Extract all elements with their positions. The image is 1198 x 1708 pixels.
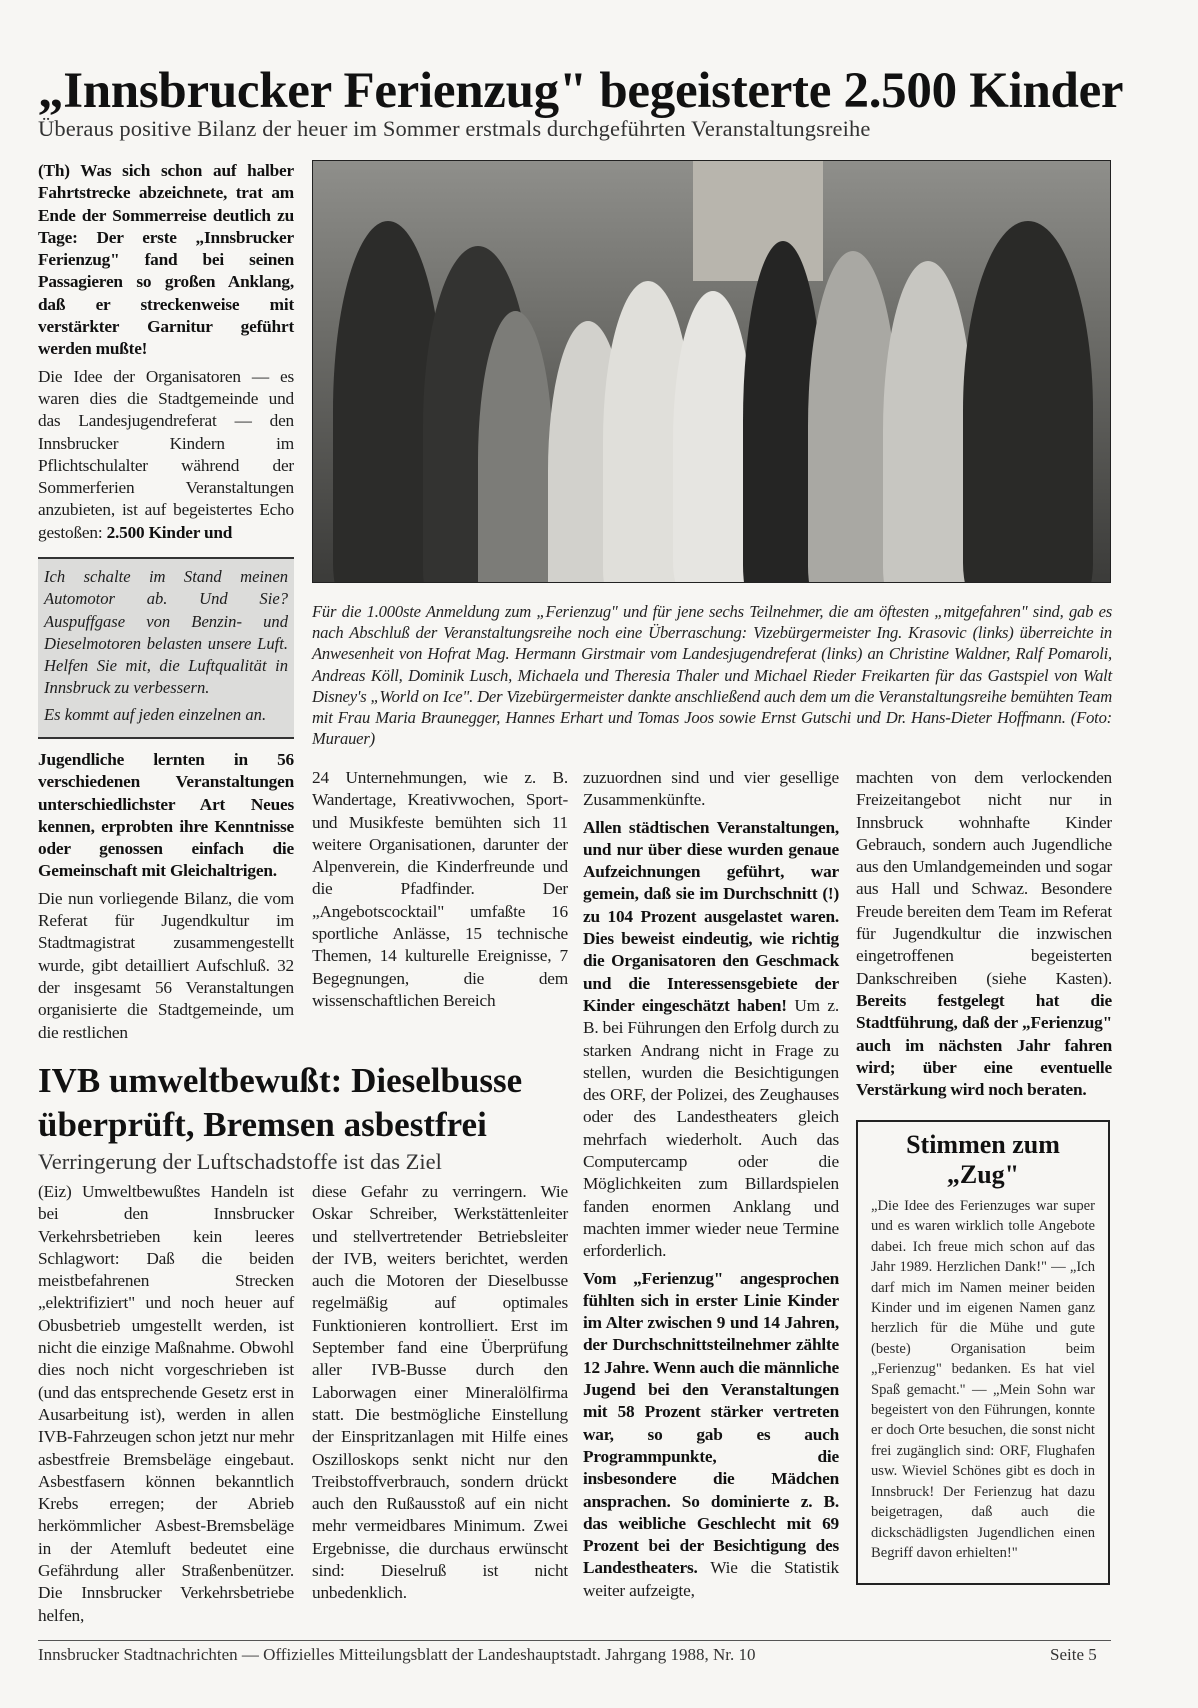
paragraph bbox=[38, 888, 294, 1044]
body-text: zuzuordnen sind und vier gesellige Zusammenkünfte. bbox=[583, 768, 839, 810]
body-text: 24 Unternehmungen, wie z. B. Wandertage, Kreativwochen, Sport- und Musikfeste bemühten sich 11 weitere Organisationen, darunter der Alpenverein, die Kinderfreunde und die Pfadfinder. Der „Angebotscocktail" umfaßte 16 sportliche Anlässe, 15 technische Themen, 14 kulturelle Ereignisse, 7 Begegnungen, die dem wissenschaftlichen Bereich bbox=[312, 768, 568, 1010]
article2-headline: IVB umweltbewußt: Dieselbusse überprüft, Bremsen asbestfrei bbox=[38, 1061, 523, 1144]
body-text: Die nun vorliegende Bilanz, die vom Referat für Jugendkultur im Stadtmagistrat zusammengestellt wurde, gibt detailliert Aufschluß. 32 der insgesamt 56 Veranstaltungen organisierte die Stadtgemeinde, um die restlichen bbox=[38, 888, 294, 1042]
paragraph bbox=[583, 817, 839, 1263]
air-quality-notice-box bbox=[38, 557, 294, 739]
photo-person bbox=[963, 221, 1093, 583]
bold-text: Vom „Ferienzug" angesprochen fühlten sich in erster Linie Kinder im Alter zwischen 9 und 14 Jahren, der Durchschnittsteilnehmer zählte 12 Jahre. Wenn auch die männliche Jugend bei den Veranstaltungen mit 58 Prozent stärker vertreten war, so gab es auch Programmpunkte, die insbesondere die Mädchen ansprachen. So dominierte z. B. das weibliche Geschlecht mit 69 Prozent bei der Besichtigung des Landestheaters. bbox=[583, 1268, 839, 1578]
paragraph bbox=[38, 366, 294, 544]
bold-text: Allen städtischen Veranstaltungen, und nur über diese wurden genaue Aufzeichnungen geführt, war gemein, daß sie im Durchschnitt (!) zu 104 Prozent ausgelastet waren. Dies beweist eindeutig, wie richtig die Organisatoren den Geschmack und die Interessensgebiete der Kinder eingeschätzt haben! bbox=[583, 817, 839, 1015]
article1-col4 bbox=[856, 767, 1112, 1106]
body-text: Die Idee der Organisatoren — es waren dies die Stadtgemeinde und das Landesjugendreferat — den Innsbrucker Kindern im Pflichtschulalter während der Sommerferien Veranstaltungen anzubieten, ist auf begeistertes Echo gestoßen: bbox=[38, 366, 294, 542]
paragraph bbox=[312, 1181, 568, 1605]
reader-voices-text: „Die Idee des Ferienzuges war super und es waren wirklich tolle Angebote dabei. Ich freue mich schon auf das Jahr 1989. Herzlichen Dank!" — „Ich darf mich im Namen meiner beiden Kinder und im eigenen Namen ganz herzlich für die Mühe und gute (beste) Organisation beim „Ferienzug" bedanken. Es hat viel Spaß gemacht." — „Mein Sohn war begeistert von den Führungen, konnte er doch Orte besuchen, die sonst nicht frei zugänglich sind: ORF, Flughafen usw. Wieviel Schönes gibt es doch in Innsbruck! Der Ferienzug hat dazu beigetragen, daß auch die dickschädligsten Jugendlichen einen Begriff davon erhielten!" bbox=[871, 1198, 1095, 1561]
bold-text: Jugendliche lernten in 56 verschiedenen Veranstaltungen unterschiedlichster Art Neues kennen, erprobten ihre Kenntnisse oder genossen einfach die Gemeinschaft mit Gleichaltrigen. bbox=[38, 750, 294, 881]
paragraph bbox=[312, 767, 568, 1012]
body-text: diese Gefahr zu verringern. Wie Oskar Schreiber, Werkstättenleiter und stellvertretender Betriebsleiter der IVB, weiters berichtet, werden auch die Motoren der Dieselbusse regelmäßig auf optimales Funktionieren kontrolliert. Erst im September fand eine Überprüfung aller IVB-Busse durch den Laborwagen einer Mineralölfirma statt. Die bestmögliche Einstellung der Einspritzanlagen mit Hilfe eines Oszilloskops senkt nicht nur den Treibstoffverbrauch, sondern drückt auch den Rußausstoß auf ein nicht mehr vermeidbares Minimum. Zwei Ergebnisse, die durchaus erwünscht sind: Dieselruß ist nicht unbedenklich. bbox=[312, 1182, 568, 1603]
notice-slogan: Es kommt auf jeden einzelnen an. bbox=[44, 704, 267, 724]
headline: „Innsbrucker Ferienzug" begeisterte 2.500 Kinder bbox=[38, 63, 1124, 119]
paragraph bbox=[38, 160, 294, 361]
bold-text: (Th) Was sich schon auf halber Fahrtstrecke abzeichnete, trat am Ende der Sommerreise deutlich zu Tage: Der erste „Innsbrucker Ferienzug" fand bei seinen Passagieren so großen Anklang, daß er streckenweise mit verstärkter Garnitur geführt werden mußte! bbox=[38, 161, 294, 359]
photo-caption: Für die 1.000ste Anmeldung zum „Ferienzug" und für jene sechs Teilnehmer, die am öftesten „mitgefahren" sind, gab es nach Abschluß der Veranstaltungsreihe noch eine Überraschung: Vizebürgermeister Ing. Krasovic (links) überreichte in Anwesenheit von Hofrat Mag. Hermann Girstmair vom Landesjugendreferat (links) an Christine Waldner, Ralf Pomaroli, Andreas Köll, Dominik Lusch, Michaela und Theresia Thaler und Michael Rieder Freikarten für das Gastspiel von Walt Disney's „World on Ice". Der Vizebürgermeister dankte anschließend auch dem um die Veranstaltungsreihe bemühten Team mit Frau Maria Braunegger, Hannes Erhart und Tomas Joos sowie Ernst Gutschi und Dr. Hans-Dieter Hoffmann. (Foto: Murauer) bbox=[312, 602, 1112, 749]
body-text: machten von dem verlockenden Freizeitangebot nicht nur in Innsbruck wohnhafte Kinder Gebrauch, sondern auch Jugendliche aus den Umlandgemeinden und sogar aus Hall und Schwaz. Besondere Freude bereiten dem Team im Referat für Jugendkultur die inzwischen eingetroffenen begeisterten Dankschreiben (siehe Kasten). bbox=[856, 768, 1112, 988]
paragraph bbox=[583, 767, 839, 812]
article1-col1-bottom bbox=[38, 749, 294, 1049]
bold-text: Bereits festgelegt hat die Stadtführung, daß der „Ferienzug" auch im nächsten Jahr fahren wird; über eine eventuelle Verstärkung wird noch beraten. bbox=[856, 990, 1112, 1100]
article1-col3 bbox=[583, 767, 839, 1607]
notice-text: Ich schalte im Stand meinen Automotor ab. Und Sie? Auspuffgase von Benzin- und Dieselmotoren belasten unsere Luft. Helfen Sie mit, die Luftqualität in Innsbruck zu verbessern. bbox=[44, 567, 288, 698]
article2-col2 bbox=[312, 1181, 568, 1610]
reader-voices-title: Stimmen zum „Zug" bbox=[906, 1130, 1060, 1189]
paragraph bbox=[38, 1181, 294, 1627]
photo-person bbox=[478, 311, 553, 583]
photo-person bbox=[883, 261, 973, 583]
reader-voices-box bbox=[856, 1120, 1110, 1585]
group-photo bbox=[312, 160, 1111, 583]
footer-publication: Innsbrucker Stadtnachrichten — Offizielles Mitteilungsblatt der Landeshauptstadt. Jahrgang 1988, Nr. 10 bbox=[38, 1645, 756, 1664]
article1-col1-top bbox=[38, 160, 294, 549]
paragraph bbox=[856, 767, 1112, 1101]
article2-subtitle: Verringerung der Luftschadstoffe ist das Ziel bbox=[38, 1149, 442, 1174]
footer-page-number: Seite 5 bbox=[1050, 1645, 1097, 1664]
photo-wall-picture bbox=[693, 161, 823, 281]
photo-person bbox=[673, 291, 753, 583]
paragraph bbox=[38, 749, 294, 883]
article2-col1 bbox=[38, 1181, 294, 1632]
body-text: Um z. B. bei Führungen den Erfolg durch zu starken Andrang nicht in Frage zu stellen, wurden die Besichtigungen des ORF, der Polizei, des Zeughauses oder des Landestheaters gleich mehrfach wiederholt. Auch das Computercamp oder die Möglichkeiten zum Billardspielen fanden enormen Anklang und machten immer wieder neue Termine erforderlich. bbox=[583, 995, 839, 1261]
body-text: (Eiz) Umweltbewußtes Handeln ist bei den Innsbrucker Verkehrsbetrieben kein leeres Schlagwort: Daß die beiden meistbefahrenen Strecken „elektrifiziert" und noch heuer auf Obusbetrieb umgestellt werden, ist nicht die einzige Maßnahme. Obwohl dies noch nicht vorgeschrieben ist (und das entsprechende Gesetz erst in Ausarbeitung ist), werden in allen IVB-Fahrzeugen schon jetzt nur mehr asbestfreie Bremsbeläge eingebaut. Asbestfasern können bekanntlich Krebs erregen; der Abrieb herkömmlicher Asbest-Bremsbeläge in der Atemluft bedeutet eine Gefährdung aller Straßenbenützer. Die Innsbrucker Verkehrsbetriebe helfen, bbox=[38, 1182, 294, 1625]
paragraph bbox=[583, 1268, 839, 1602]
body-text: Wie die Statistik weiter aufzeigte, bbox=[583, 1558, 839, 1600]
bold-text: 2.500 Kinder und bbox=[106, 522, 233, 542]
article1-col2 bbox=[312, 767, 568, 1017]
footer-divider bbox=[38, 1640, 1111, 1641]
subtitle: Überaus positive Bilanz der heuer im Sommer erstmals durchgeführten Veranstaltungsreihe bbox=[38, 116, 871, 141]
